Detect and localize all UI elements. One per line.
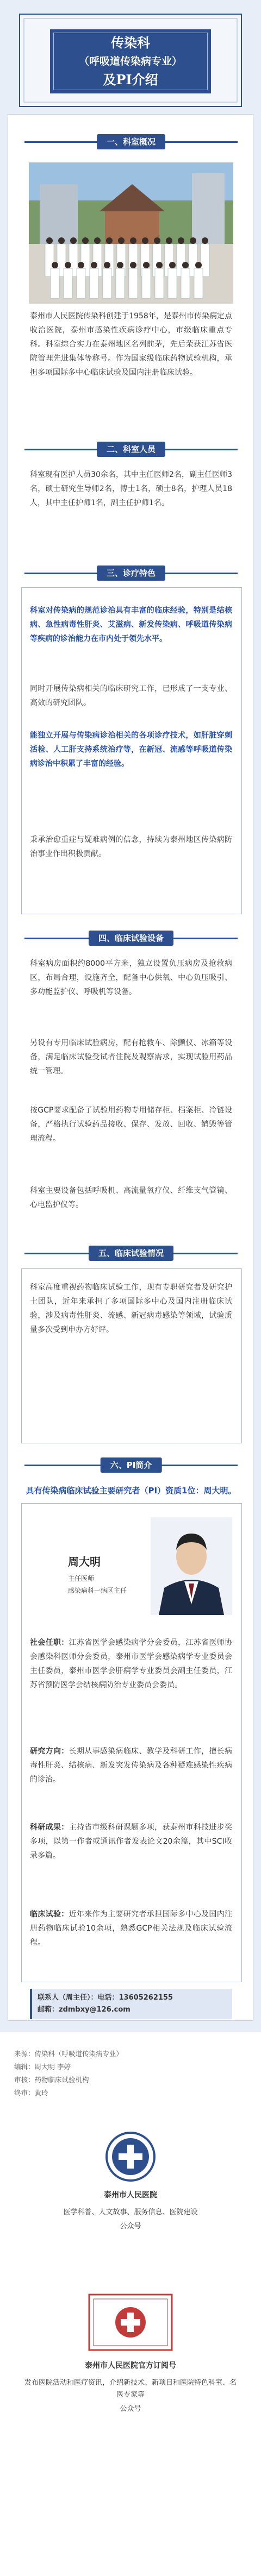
title-line-3: 及PI介绍 bbox=[103, 72, 158, 87]
pi-research bbox=[30, 1744, 232, 1787]
contact-box bbox=[30, 1989, 232, 2019]
contact-email-label: 邮箱： bbox=[38, 2006, 59, 2014]
content-card bbox=[8, 114, 253, 2021]
pi-subtitle: 具有传染病临床试验主要研究者（PI）资质1位：周大明。 bbox=[26, 1486, 237, 1496]
features-text-4: 秉承治愈重症与疑难病例的信念，持续为泰州地区传染病防治事业作出积极贡献。 bbox=[30, 835, 232, 858]
page-title bbox=[50, 29, 211, 93]
org1-desc: 医学科普、人文故事、服务信息、医院建设 bbox=[63, 2208, 198, 2216]
pi-portrait bbox=[151, 1517, 232, 1617]
pi-achievements-text: 主持省市级科研课题多项，获泰州市科技进步奖多项，以第一作者或通讯作者发表论文20余篇，其中SCI收录多篇。 bbox=[30, 1823, 233, 1860]
page-header bbox=[0, 0, 261, 120]
section-staff-heading: 二、科室人员 bbox=[8, 441, 254, 459]
hospital-logo bbox=[103, 2129, 158, 2184]
subscription-logo bbox=[87, 2292, 174, 2352]
section-trials-heading: 五、临床试验情况 bbox=[8, 1245, 254, 1263]
pi-name: 周大明 bbox=[68, 1555, 101, 1568]
org2-name: 泰州市人民医院官方订阅号 bbox=[85, 2361, 176, 2370]
pi-title-2: 感染病科一病区主任 bbox=[68, 1587, 127, 1594]
section-features-heading: 三、诊疗特色 bbox=[8, 564, 254, 583]
pi-trials-text: 近年来作为主要研究者承担国际多中心及国内注册药物临床试验10余项，熟悉GCP相关法规及临床试验流程。 bbox=[30, 1910, 233, 1947]
org2-type: 公众号 bbox=[120, 2405, 141, 2413]
trials-text: 科室高度重视药物临床试验工作，现有专职研究者及研究护士团队，近年来承担了多项国际多中心及国内注册临床试验，涉及病毒性肝炎、流感、新冠病毒感染等领域，试验质量多次受到申办方好评。 bbox=[30, 1283, 232, 1334]
title-line-2: （呼吸道传染病专业） bbox=[78, 55, 182, 67]
staff-text: 科室现有医护人员30余名，其中主任医师2名，副主任医师3名，硕士研究生导师2名，博士1名，硕士8名，护理人员18人，其中主任护师1名，副主任护师1名。 bbox=[30, 470, 232, 507]
org1-name: 泰州市人民医院 bbox=[104, 2191, 157, 2200]
pi-social bbox=[30, 1636, 232, 1692]
pi-research-label: 研究方向： bbox=[30, 1747, 69, 1756]
facilities-text-1: 科室病房面积约8000平方米，独立设置负压病房及抢救病区，布局合理，设施齐全，配备中心供氧、中心负压吸引、多功能监护仪、呼吸机等设备。 bbox=[30, 959, 232, 996]
footer-source: 来源：传染科（呼吸道传染病专业） bbox=[14, 2050, 123, 2058]
section-facilities-heading: 四、临床试验设备 bbox=[8, 929, 254, 948]
footer-editor: 编辑：周大明 李婷 bbox=[14, 2063, 71, 2071]
pi-social-text: 江苏省医学会感染病学分会委员，江苏省医师协会感染科医师分会委员，泰州市医学会感染病学专业委员会主任委员，泰州市医学会肝病学专业委员会副主任委员，江苏省预防医学会结核病防治专业委员会委员。 bbox=[30, 1638, 233, 1689]
facilities-text-3: 按GCP要求配备了试验用药物专用储存柜、档案柜、冷链设备，严格执行试验药品接收、保存、发放、回收、销毁等管理流程。 bbox=[30, 1106, 232, 1143]
title-line-1: 传染科 bbox=[111, 35, 150, 51]
pi-trials-label: 临床试验： bbox=[30, 1910, 69, 1919]
pi-title-1: 主任医师 bbox=[68, 1575, 95, 1582]
pi-achievements bbox=[30, 1820, 232, 1863]
section-pi-heading: 六、PI简介 bbox=[8, 1456, 254, 1475]
org1-type: 公众号 bbox=[120, 2222, 141, 2231]
footer-approver: 终审：黄玲 bbox=[14, 2089, 48, 2097]
features-text-2: 同时开展传染病相关的临床研究工作，已形成了一支专业、高效的研究团队。 bbox=[30, 684, 232, 707]
facilities-text-2: 另设有专用临床试验病房，配有抢救车、除颤仪、冰箱等设备，满足临床试验受试者住院及观察需求，实现试验用药品统一管理。 bbox=[30, 1039, 232, 1076]
features-text-3: 能独立开展与传染病诊治相关的各项诊疗技术，如肝脏穿刺活检、人工肝支持系统治疗等，在新冠、流感等呼吸道传染病诊治中积累了丰富的经验。 bbox=[30, 731, 232, 768]
section-overview-heading: 一、科室概况 bbox=[8, 133, 254, 152]
pi-achievements-label: 科研成果： bbox=[30, 1823, 69, 1832]
features-text-1: 科室对传染病的规范诊治具有丰富的临床经验，特别是结核病、急性病毒性肝炎、艾滋病、新发传染病、呼吸道传染病等疾病的诊治能力在市内处于领先水平。 bbox=[30, 606, 232, 643]
contact-label: 联系人（周主任）： bbox=[38, 1994, 98, 2002]
pi-research-text: 长期从事感染病临床、教学及科研工作，擅长病毒性肝炎、结核病、新发突发传染病及各种疑难感染性疾病的诊治。 bbox=[30, 1747, 233, 1784]
facilities-text-4: 科室主要设备包括呼吸机、高流量氧疗仪、纤维支气管镜、心电监护仪等。 bbox=[30, 1186, 232, 1209]
staff-group-photo bbox=[29, 162, 233, 304]
org2-desc: 发布医院活动和医疗资讯，介绍新技术、新项目和医院特色科室、名医专家等 bbox=[24, 2379, 237, 2399]
footer-reviewer: 审核：药物临床试验机构 bbox=[14, 2076, 89, 2084]
pi-trials bbox=[30, 1907, 232, 1950]
contact-email[interactable]: zdmbxy@126.com bbox=[59, 2006, 130, 2014]
contact-phone: 电话：13605262155 bbox=[97, 1994, 173, 2002]
overview-text: 泰州市人民医院传染科创建于1958年，是泰州市传染病定点收治医院，泰州市感染性疾病诊疗中心，市级临床重点专科。科室综合实力在泰州地区名列前茅，先后荣获江苏省医院管理先进集体等称号。作为国家级临床药物试验机构，承担多项国际多中心临床试验及国内注册临床试验。 bbox=[30, 312, 232, 377]
pi-social-label: 社会任职： bbox=[30, 1638, 69, 1647]
